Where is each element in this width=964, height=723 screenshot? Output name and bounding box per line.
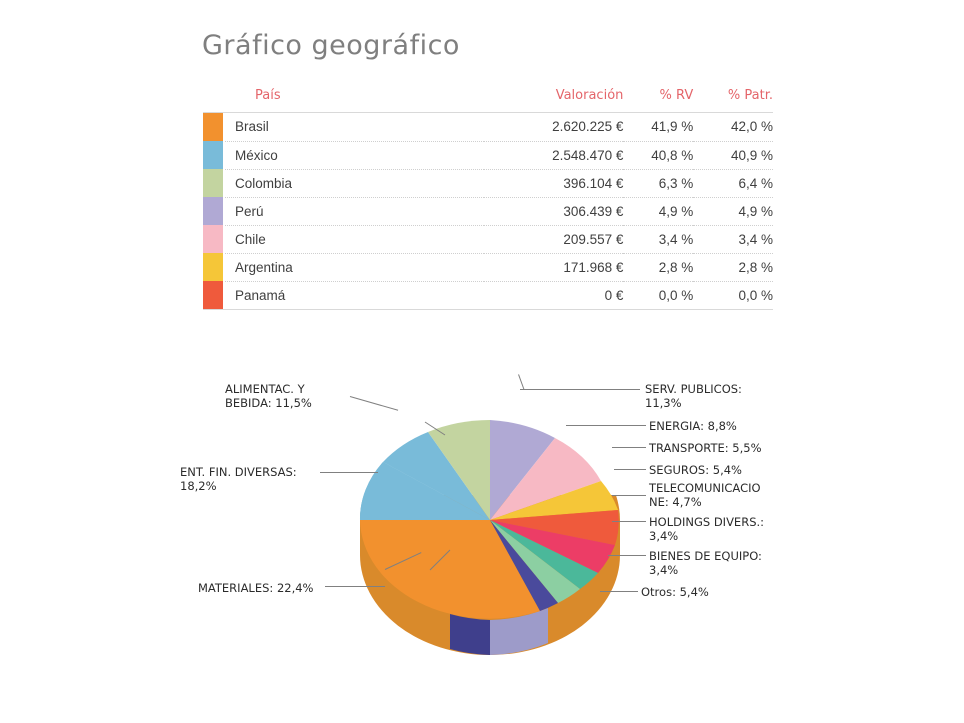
- leader-line-energia: [566, 425, 646, 426]
- table-body: [203, 113, 773, 310]
- country-valuation: 306.439 €: [484, 197, 624, 225]
- pie-label-bienes-de-equipo: BIENES DE EQUIPO: 3,4%: [649, 549, 762, 577]
- pie-label-energia: ENERGIA: 8,8%: [649, 419, 737, 433]
- country-name: Panamá: [225, 281, 484, 310]
- country-patr: 6,4 %: [693, 169, 773, 197]
- country-patr: 3,4 %: [693, 225, 773, 253]
- country-name: Argentina: [225, 253, 484, 281]
- table-row: [203, 281, 773, 310]
- geographic-table: [203, 82, 773, 310]
- country-valuation: 2.548.470 €: [484, 141, 624, 169]
- row-swatch-cell: [203, 141, 225, 169]
- row-swatch-cell: [203, 225, 225, 253]
- country-patr: 42,0 %: [693, 113, 773, 142]
- color-swatch-icon: [203, 281, 223, 309]
- country-patr: 2,8 %: [693, 253, 773, 281]
- col-patr-header: % Patr.: [693, 82, 773, 113]
- country-patr: 40,9 %: [693, 141, 773, 169]
- pie-label-materiales: MATERIALES: 22,4%: [198, 581, 314, 595]
- col-swatch-header: [203, 82, 225, 113]
- country-name: Perú: [225, 197, 484, 225]
- table-row: [203, 113, 773, 142]
- table-row: [203, 253, 773, 281]
- row-swatch-cell: [203, 281, 225, 310]
- pie-label-transporte: TRANSPORTE: 5,5%: [649, 441, 762, 455]
- table-row: [203, 197, 773, 225]
- color-swatch-icon: [203, 113, 223, 141]
- country-valuation: 0 €: [484, 281, 624, 310]
- leader-line-ent-fin: [320, 472, 378, 473]
- leader-line-transporte: [612, 447, 646, 448]
- leader-line-telecom: [612, 495, 646, 496]
- pie-label-telecomunicaciones: TELECOMUNICACIO NE: 4,7%: [649, 481, 761, 509]
- pie-label-seguros: SEGUROS: 5,4%: [649, 463, 742, 477]
- row-swatch-cell: [203, 169, 225, 197]
- color-swatch-icon: [203, 169, 223, 197]
- row-swatch-cell: [203, 113, 225, 142]
- country-name: Chile: [225, 225, 484, 253]
- table-header-row: [203, 82, 773, 113]
- country-rv: 4,9 %: [623, 197, 693, 225]
- leader-line-bienes: [608, 555, 646, 556]
- country-rv: 6,3 %: [623, 169, 693, 197]
- country-rv: 0,0 %: [623, 281, 693, 310]
- color-swatch-icon: [203, 197, 223, 225]
- col-rv-header: % RV: [623, 82, 693, 113]
- country-valuation: 2.620.225 €: [484, 113, 624, 142]
- row-swatch-cell: [203, 253, 225, 281]
- row-swatch-cell: [203, 197, 225, 225]
- country-patr: 4,9 %: [693, 197, 773, 225]
- pie-svg: [330, 365, 650, 665]
- table-header: [203, 82, 773, 113]
- table-row: [203, 225, 773, 253]
- country-valuation: 396.104 €: [484, 169, 624, 197]
- pie-label-alimentac: ALIMENTAC. Y BEBIDA: 11,5%: [225, 382, 312, 410]
- pie-top-face: [360, 420, 619, 619]
- country-valuation: 209.557 €: [484, 225, 624, 253]
- pie-label-serv-publicos: SERV. PUBLICOS: 11,3%: [645, 382, 742, 410]
- country-rv: 3,4 %: [623, 225, 693, 253]
- country-name: México: [225, 141, 484, 169]
- col-country-header: País: [225, 82, 484, 113]
- color-swatch-icon: [203, 253, 223, 281]
- pie-label-otros: Otros: 5,4%: [641, 585, 709, 599]
- country-name: Colombia: [225, 169, 484, 197]
- country-rv: 41,9 %: [623, 113, 693, 142]
- leader-line-materiales: [325, 586, 385, 587]
- col-valuation-header: Valoración: [484, 82, 624, 113]
- country-patr: 0,0 %: [693, 281, 773, 310]
- color-swatch-icon: [203, 225, 223, 253]
- leader-line-seguros: [614, 469, 646, 470]
- sector-pie-chart: [0, 355, 964, 685]
- color-swatch-icon: [203, 141, 223, 169]
- pie-label-holdings-diversos: HOLDINGS DIVERS.: 3,4%: [649, 515, 765, 543]
- pie-label-ent-fin-diversas: ENT. FIN. DIVERSAS: 18,2%: [180, 465, 297, 493]
- page-title: Gráfico geográfico: [202, 30, 460, 61]
- table-row: [203, 169, 773, 197]
- country-name: Brasil: [225, 113, 484, 142]
- country-valuation: 171.968 €: [484, 253, 624, 281]
- leader-line-otros: [600, 591, 638, 592]
- country-rv: 2,8 %: [623, 253, 693, 281]
- leader-line-serv-publicos: [520, 389, 640, 390]
- table-row: [203, 141, 773, 169]
- country-rv: 40,8 %: [623, 141, 693, 169]
- leader-line-holdings: [612, 521, 646, 522]
